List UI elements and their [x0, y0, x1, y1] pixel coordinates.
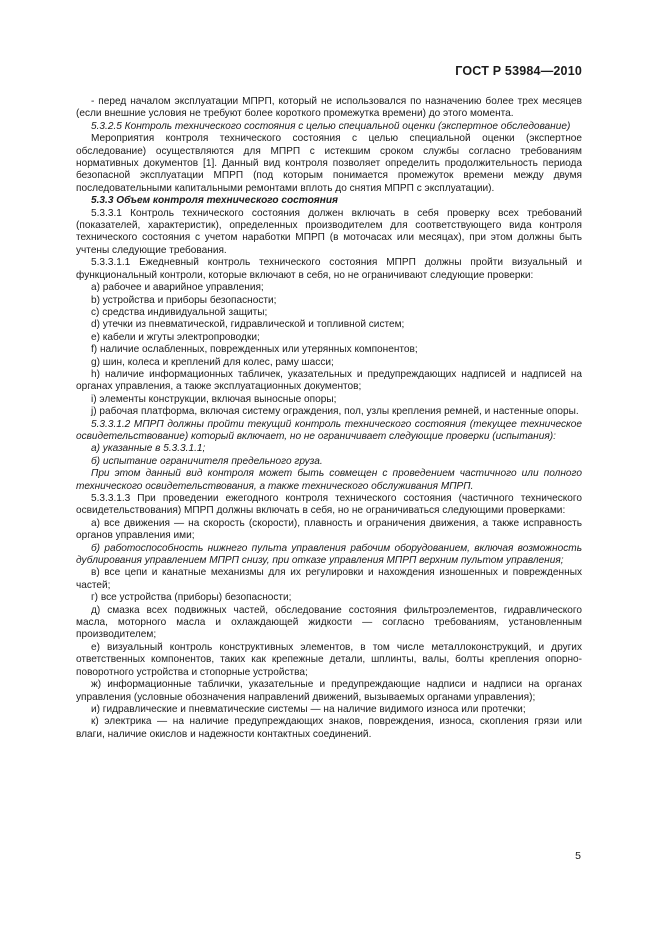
list-item: f) наличие ослабленных, поврежденных или утерянных компонентов;: [91, 344, 418, 356]
list-item: к) электрика — на наличие предупреждающих знаков, повреждения, износа, скопления грязи или влаги, наличие окислов и надежности контактных соединений.: [76, 716, 582, 740]
list-item: g) шин, колеса и креплений для колес, раму шасси;: [91, 356, 334, 368]
list-item: б) работоспособность нижнего пульта управления рабочим оборудованием, включая возможность дублирования управлением МПРП снизу, при отказе управления МПРП верхним пультом управления;: [76, 542, 582, 567]
list-item: i) элементы конструкции, включая выносные опоры;: [91, 393, 337, 405]
list-item: j) рабочая платформа, включая систему ограждения, пол, узлы крепления ремней, и настенные опоры.: [91, 406, 579, 418]
paragraph: Мероприятия контроля технического состояния с целью специальной оценки (экспертное обследование) осуществляются для МПРП с истекшим сроком службы согласно требованиям нормативных документов [1]. Данный вид контроля позволяет определить продолжительность периода безопасной эксплуатации МПРП (под которым понимается промежуток времени между двумя последовательными капитальными ремонтами вплоть до снятия МПРП с эксплуатации).: [76, 133, 582, 194]
list-item: в) все цепи и канатные механизмы для их регулировки и нахождения изношенных и поврежденных частей;: [76, 567, 582, 591]
list-item: е) визуальный контроль конструктивных элементов, в том числе металлоконструкций, и других ответственных компонентов, таких как крепежные детали, шплинты, валы, болты крепления опорно-поворотного устройства и стопорные устройства;: [76, 641, 582, 678]
paragraph: При этом данный вид контроля может быть совмещен с проведением частичного или полного технического освидетельствования, а также технического обслуживания МПРП.: [76, 468, 582, 492]
document-body: [76, 96, 582, 741]
paragraph: 5.3.2.5 Контроль технического состояния с целью специальной оценки (экспертное обследование): [91, 120, 571, 132]
list-item: и) гидравлические и пневматические системы — на наличие видимого износа или протечки;: [91, 703, 526, 715]
paragraph: 5.3.3.1.3 При проведении ежегодного контроля технического состояния (частичного технического освидетельствования) МПРП должны включать в себя, но не ограничиваться следующими проверками:: [76, 493, 582, 517]
list-item: d) утечки из пневматической, гидравлической и топливной систем;: [91, 319, 405, 331]
list-item: ж) информационные таблички, указательные и предупреждающие надписи и надписи на органах управления (условные обозначения направлений движений, вызываемых органами управления);: [76, 679, 582, 703]
page-number: 5: [575, 850, 581, 862]
list-item: а) все движения — на скорость (скорости), плавность и ограничения движения, а также исправность органов управления ими;: [76, 517, 582, 542]
list-item: б) испытание ограничителя предельного груза.: [91, 455, 323, 467]
list-item: b) устройства и приборы безопасности;: [91, 294, 277, 306]
paragraph: 5.3.3.1.2 МПРП должны пройти текущий контроль технического состояния (текущее техническое освидетельствование) который включает, но не ограничивает следующие проверки (испытания):: [76, 418, 582, 442]
document-header: ГОСТ Р 53984—2010: [455, 64, 582, 78]
list-item: h) наличие информационных табличек, указательных и предупреждающих надписей и надписей на органах управления, а также эксплуатационных документов;: [76, 368, 582, 393]
paragraph: 5.3.3.1.1 Ежедневный контроль технического состояния МПРП должны пройти визуальный и функциональный контроли, которые включают в себя, но не ограничивают следующие проверки:: [76, 257, 582, 281]
list-item: а) указанные в 5.3.3.1.1;: [91, 443, 206, 455]
paragraph: 5.3.3.1 Контроль технического состояния должен включать в себя проверку всех требований (показателей, характеристик), определенных производителем для соответствующего вида контроля технического состояния с учетом наработки МПРП (в моточасах или месяцах), при этом должны быть учтены следующие требования.: [76, 207, 582, 256]
paragraph: - перед началом эксплуатации МПРП, который не использовался по назначению более трех месяцев (если внешние условия не требуют более короткого промежутка времени) до этого момента.: [76, 96, 582, 120]
list-item: e) кабели и жгуты электропроводки;: [91, 331, 260, 343]
list-item: c) средства индивидуальной защиты;: [91, 306, 268, 318]
list-item: a) рабочее и аварийное управления;: [91, 282, 264, 294]
list-item: д) смазка всех подвижных частей, обследование состояния фильтроэлементов, гидравлического масла, моторного масла и охлаждающей жидкости — согласно требованиям, установленным производителем;: [76, 604, 582, 641]
paragraph: 5.3.3 Объем контроля технического состояния: [91, 195, 338, 207]
list-item: г) все устройства (приборы) безопасности;: [91, 592, 292, 604]
